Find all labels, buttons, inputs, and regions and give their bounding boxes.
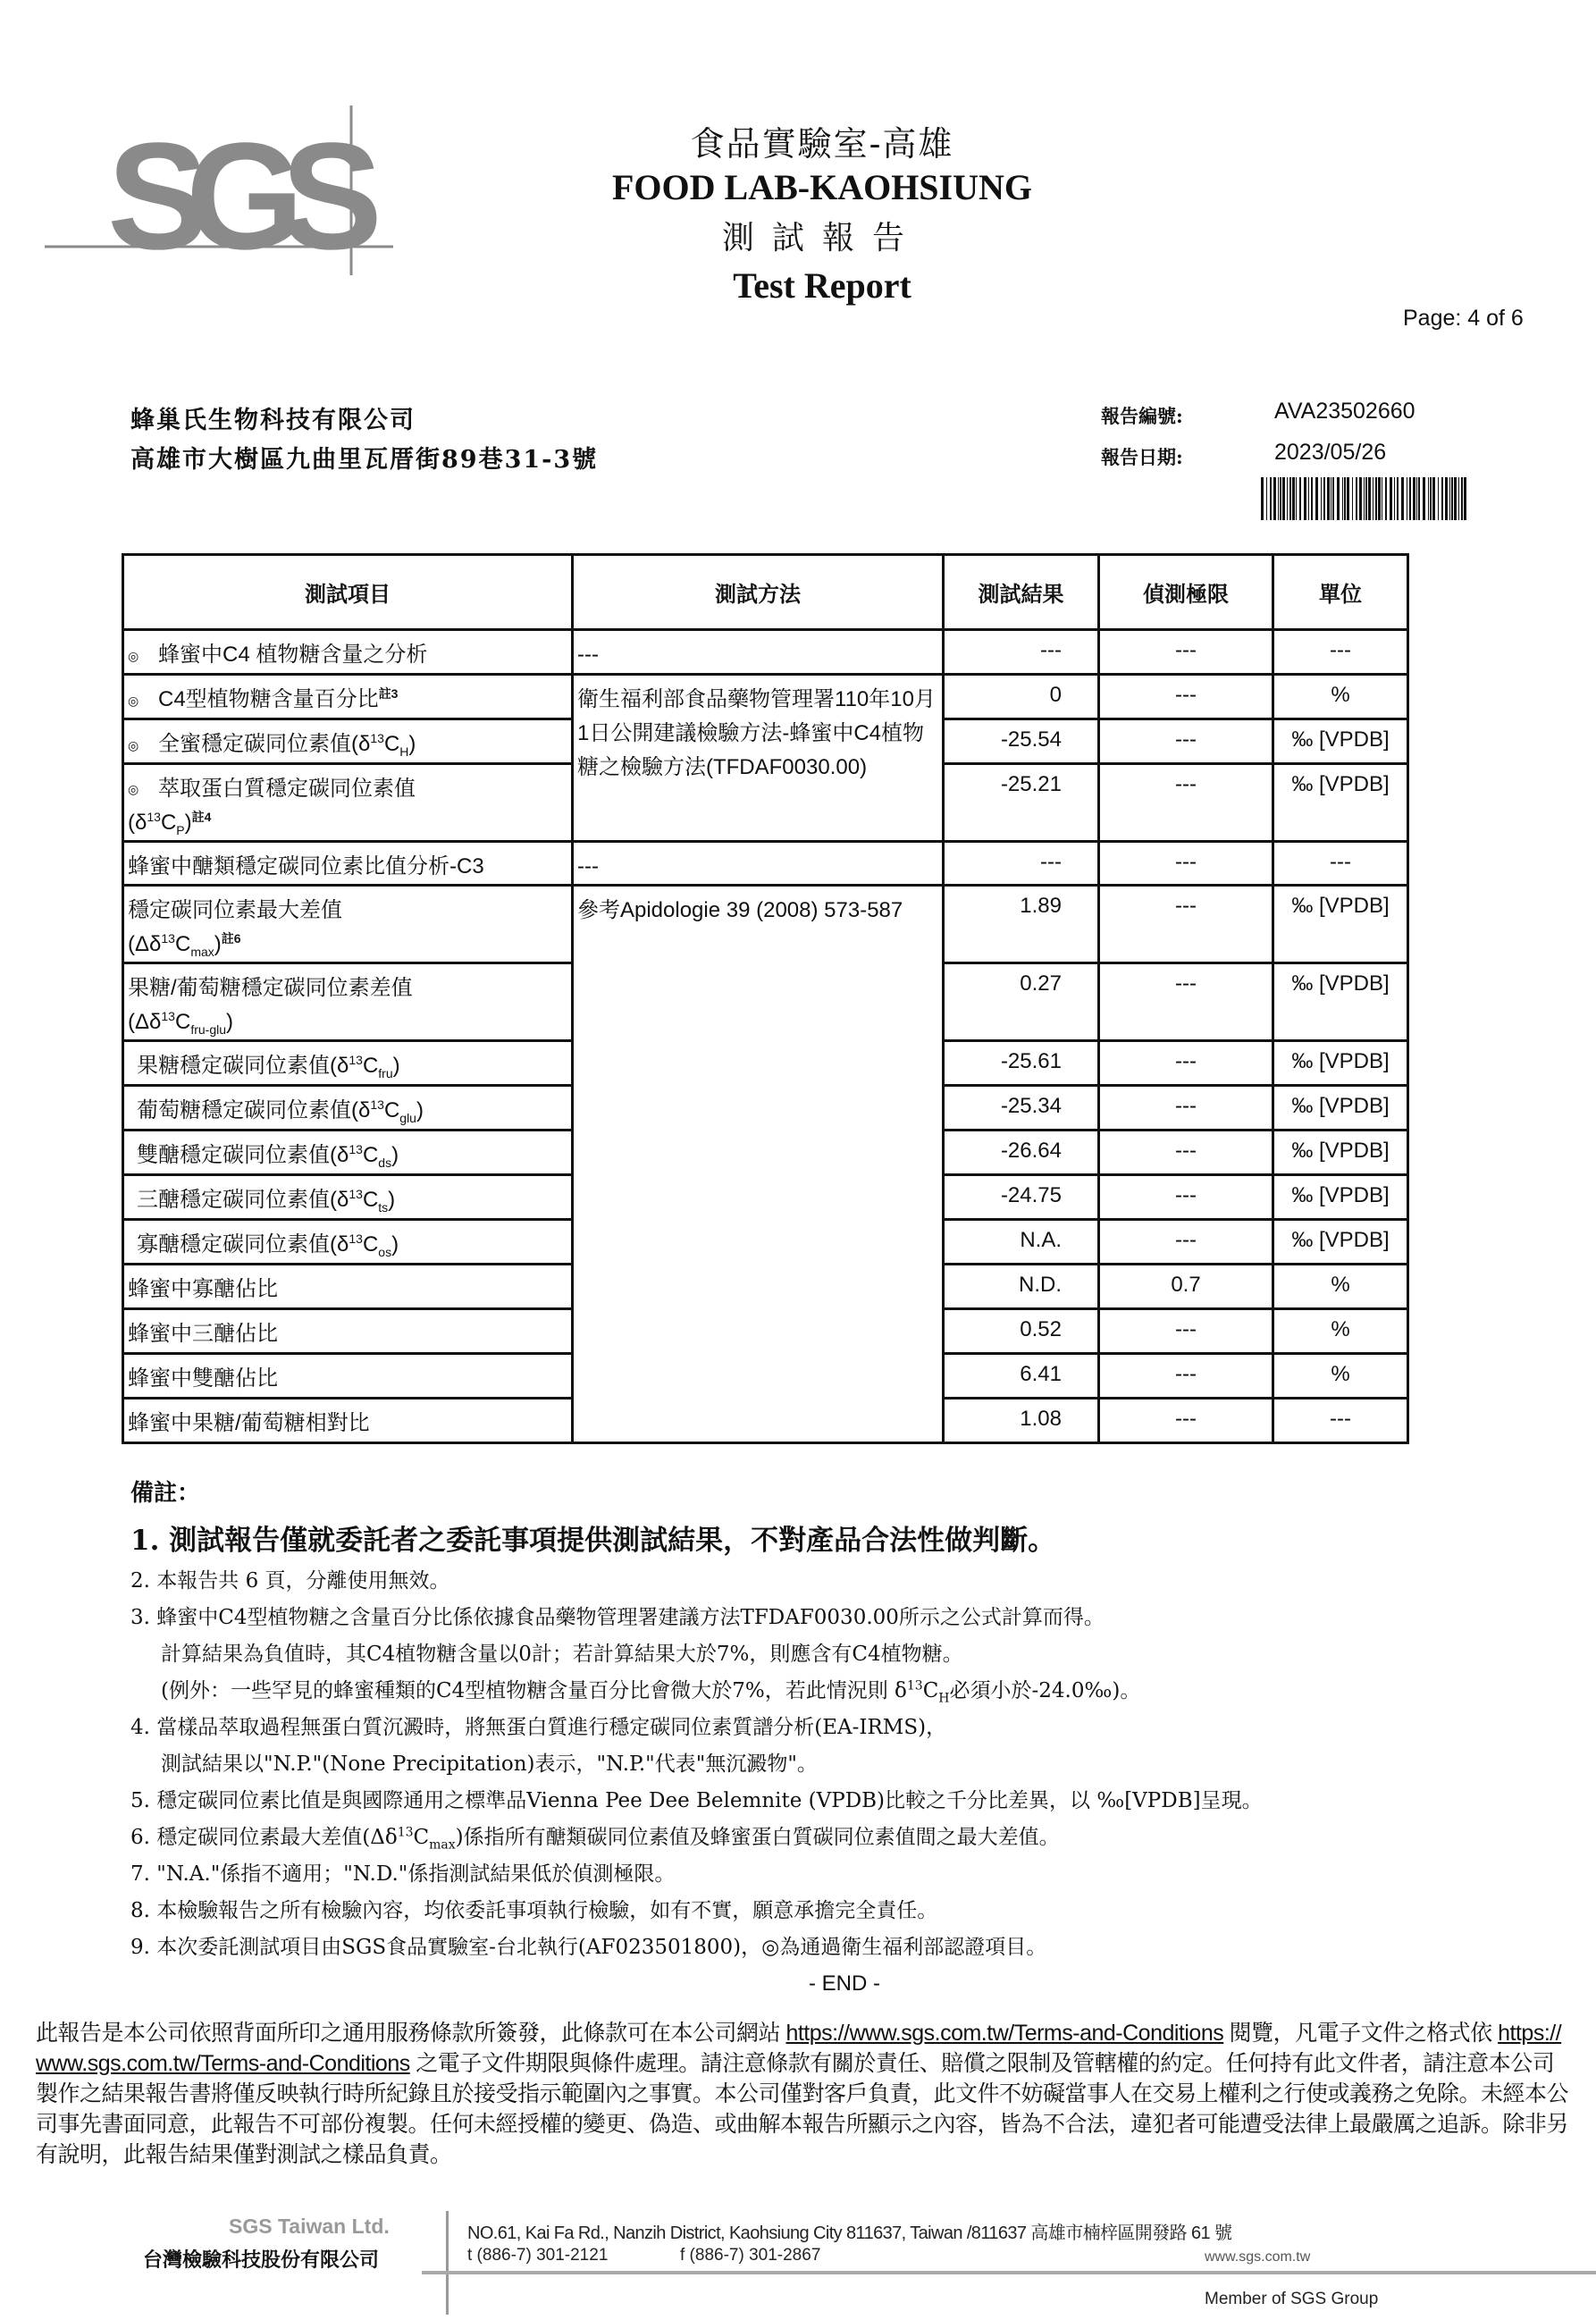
terms-link[interactable]: https://www.sgs.com.tw/Terms-and-Conditions [785,2021,1224,2046]
remark-line [130,1600,1263,1636]
test-result: -25.34 [944,1086,1099,1131]
table-row [123,630,1408,675]
formula-superscript: 13 [397,1825,414,1840]
barcode-bar [1347,477,1349,520]
test-item-name: 穩定碳同位素最大差值 [128,898,342,923]
formula-superscript: 13 [161,931,175,946]
test-item-name: 寡醣穩定碳同位素值 [137,1232,330,1257]
formula-prefix: (δ [128,811,147,836]
barcode-bar [1278,477,1279,520]
footer-rule [422,2271,1596,2274]
formula-prefix: (δ [330,1054,349,1079]
barcode-bar [1282,477,1285,520]
test-result: --- [944,842,1099,886]
remark-text: (例外：一些罕見的蜂蜜種類的C4型植物糖含量百分比會微大於7%，若此情況則 δ [161,1679,907,1702]
barcode-bar [1461,477,1463,520]
detection-limit: --- [1099,630,1273,675]
isotope-formula [351,731,416,759]
barcode-bar [1413,477,1415,520]
test-method: --- [573,842,944,886]
test-result: 6.41 [944,1354,1099,1399]
formula-superscript: 13 [349,1187,363,1202]
formula-subscript: P [176,823,185,838]
detection-limit: --- [1099,719,1273,764]
accreditation-mark-icon: ◎ [128,693,139,708]
barcode-bar [1441,477,1443,520]
formula-base: C [362,1143,379,1168]
table-header-row [123,555,1408,630]
test-item [123,1175,573,1220]
test-item-name: 果糖/葡萄糖穩定碳同位素差值 [128,976,413,1001]
footer-company-zh: 台灣檢驗科技股份有限公司 [143,2249,380,2272]
formula-base: C [413,1826,430,1849]
page-number: Page: 4 of 6 [1403,306,1524,331]
formula-superscript: 13 [161,1009,175,1024]
test-item-name: 蜂蜜中C4 植物糖含量之分析 [158,643,428,667]
table-row [123,886,1408,963]
test-item-name: 蜂蜜中雙醣佔比 [128,1366,278,1391]
detection-limit: --- [1099,1220,1273,1265]
remark-text: 3. 蜂蜜中C4型植物糖之含量百分比係依據食品藥物管理署建議方法TFDAF0030.00所示之公式計算而得。 [130,1606,1105,1629]
unit: ‰ [VPDB] [1273,719,1408,764]
barcode-bar [1311,477,1313,520]
barcode-bar [1364,477,1365,520]
test-item-name: 雙醣穩定碳同位素值 [137,1143,330,1168]
unit: ‰ [VPDB] [1273,1041,1408,1086]
test-result: -25.54 [944,719,1099,764]
detection-limit: --- [1099,842,1273,886]
barcode-bar [1299,477,1301,520]
remark-line [130,1710,1263,1746]
test-item-name: 蜂蜜中醣類穩定碳同位素比值分析-C3 [128,854,484,879]
detection-limit: 0.7 [1099,1265,1273,1309]
report-date: 2023/05/26 [1274,440,1387,465]
formula-base: C [383,1098,400,1123]
formula-subscript: ds [378,1156,392,1171]
test-result: 0 [944,675,1099,719]
test-item [123,1041,573,1086]
remark-line [130,1783,1263,1820]
formula-base: C [174,932,191,957]
formula-suffix: ) [226,1010,233,1035]
detection-limit: --- [1099,1175,1273,1220]
barcode [1261,477,1468,520]
test-item-name: 果糖穩定碳同位素值 [137,1054,330,1079]
report-number: AVA23502660 [1274,399,1415,424]
accreditation-mark-icon: ◎ [128,782,139,797]
formula-subscript: glu [399,1111,416,1126]
isotope-formula [128,931,222,960]
test-result: 0.27 [944,963,1099,1041]
unit: ‰ [VPDB] [1273,1086,1408,1131]
formula-subscript: H [399,744,409,759]
formula-suffix: ) [391,1143,399,1168]
test-item [123,886,573,963]
remark-text: 測試結果以"N.P."(None Precipitation)表示，"N.P."代表"無沉澱物"。 [161,1753,818,1776]
barcode-bar [1352,477,1353,520]
isotope-formula [330,1053,400,1081]
formula-subscript: fru-glu [190,1022,226,1038]
remark-text: 7. "N.A."係指不適用；"N.D."係指測試結果低於偵測極限。 [130,1862,676,1886]
formula-suffix: ) [392,1054,400,1079]
test-result: 0.52 [944,1309,1099,1354]
detection-limit: --- [1099,763,1273,842]
unit: % [1273,675,1408,719]
header-result: 測試結果 [944,555,1099,630]
barcode-bar [1332,477,1334,520]
isotope-formula [330,1142,399,1171]
formula-base: C [362,1188,379,1213]
results-table [122,553,1409,1444]
formula-suffix: ) [388,1188,396,1213]
formula-subscript: max [190,945,214,960]
test-item-name: 蜂蜜中果糖/葡萄糖相對比 [128,1411,370,1436]
footer-tel: t (886-7) 301-2121 [467,2246,609,2265]
formula-prefix: (δ [330,1143,349,1168]
barcode-bar [1296,477,1297,520]
formula-base: C [922,1679,939,1702]
barcode-bar [1292,477,1295,520]
formula-superscript: 13 [370,731,384,745]
barcode-bar [1273,477,1276,520]
formula-base: C [362,1232,379,1257]
footer-member: Member of SGS Group [1205,2290,1379,2308]
barcode-bar [1304,477,1306,520]
barcode-bar [1261,477,1264,520]
test-result: --- [944,630,1099,675]
test-item [123,1399,573,1443]
test-method: --- [573,630,944,675]
formula-superscript: 13 [349,1231,363,1247]
footer-website: www.sgs.com.tw [1205,2249,1311,2265]
barcode-bar [1458,477,1459,520]
formula-prefix: (δ [330,1188,349,1213]
barcode-bar [1359,477,1362,520]
barcode-bar [1428,477,1429,520]
test-result: 1.89 [944,886,1099,963]
header-method: 測試方法 [573,555,944,630]
barcode-bar [1464,477,1466,520]
barcode-bar [1445,477,1448,520]
barcode-bar [1418,477,1420,520]
client-address: 高雄市大樹區九曲里瓦厝街89巷31-3號 [130,446,599,474]
formula-prefix: (δ [351,732,371,756]
formula-prefix: (Δδ [128,932,162,957]
barcode-bar [1378,477,1381,520]
isotope-formula [128,810,192,838]
test-item [123,842,573,886]
formula-superscript: 13 [906,1678,923,1694]
detection-limit: --- [1099,1399,1273,1443]
footnote-ref: 註3 [378,686,399,701]
barcode-bar [1323,477,1325,520]
test-item-name: 萃取蛋白質穩定碳同位素值 [158,776,416,801]
test-item-name: 全蜜穩定碳同位素值 [158,732,351,756]
test-item [123,1086,573,1131]
unit: --- [1273,1399,1408,1443]
unit: ‰ [VPDB] [1273,886,1408,963]
formula-base: C [174,1010,191,1035]
remark-line [130,1563,1263,1600]
isotope-formula [351,1097,424,1126]
test-item [123,763,573,842]
test-result: -24.75 [944,1175,1099,1220]
remark-text: 4. 當樣品萃取過程無蛋白質沉澱時，將無蛋白質進行穩定碳同位素質譜分析(EA-IRMS)， [130,1716,947,1739]
report-date-label: 報告日期: [1101,446,1183,468]
barcode-bar [1430,477,1432,520]
report-number-label: 報告編號: [1101,405,1183,427]
barcode-bar [1394,477,1395,520]
remark-text: 6. 穩定碳同位素最大差值(Δδ [130,1826,398,1849]
formula-subscript: ts [378,1200,389,1215]
unit: ‰ [VPDB] [1273,1131,1408,1175]
unit: --- [1273,630,1408,675]
remark-text: )係指所有醣類碳同位素值及蜂蜜蛋白質碳同位素值間之最大差值。 [455,1826,1060,1849]
header-unit: 單位 [1273,555,1408,630]
barcode-bar [1266,477,1267,520]
formula-suffix: ) [184,811,192,836]
barcode-bar [1451,477,1453,520]
barcode-bar [1315,477,1318,520]
formula-suffix: ) [214,932,222,957]
barcode-bar [1287,477,1288,520]
formula-suffix: ) [408,732,416,756]
formula-prefix: (Δδ [128,1010,162,1035]
table-row [123,675,1408,719]
detection-limit: --- [1099,1309,1273,1354]
barcode-bar [1401,477,1404,520]
test-item-name: 三醣穩定碳同位素值 [137,1188,330,1213]
test-item [123,963,573,1041]
footnote-ref: 註6 [221,931,241,946]
remark-line [130,1820,1263,1856]
footnote-ref: 註4 [191,810,212,825]
barcode-bar [1397,477,1399,520]
detection-limit: --- [1099,675,1273,719]
test-item [123,1309,573,1354]
isotope-formula [330,1187,396,1215]
unit: ‰ [VPDB] [1273,963,1408,1041]
barcode-bar [1409,477,1411,520]
remark-line [130,1893,1263,1929]
test-item-name: 蜂蜜中三醣佔比 [128,1322,278,1347]
test-result: 1.08 [944,1399,1099,1443]
formula-superscript: 13 [370,1097,384,1113]
detection-limit: --- [1099,1086,1273,1131]
test-item [123,630,573,675]
header-limit: 偵測極限 [1099,555,1273,630]
isotope-formula [128,1009,233,1038]
remark-line [130,1746,1263,1783]
detection-limit: --- [1099,1041,1273,1086]
sgs-logo [45,105,393,275]
remarks-title: 備註： [130,1480,201,1507]
barcode-bar [1365,477,1367,520]
test-result: N.D. [944,1265,1099,1309]
barcode-bar [1342,477,1343,520]
unit: % [1273,1309,1408,1354]
formula-prefix: (δ [330,1232,349,1257]
footer-fax: f (886-7) 301-2867 [680,2246,821,2265]
test-item [123,719,573,764]
remark-line [130,1929,1263,1966]
remark-text: 計算結果為負值時，其C4植物糖含量以0計；若計算結果大於7%，則應含有C4植物糖。 [161,1643,963,1666]
barcode-bar [1423,477,1425,520]
barcode-bar [1270,477,1272,520]
formula-base: C [160,811,177,836]
disclaimer-text: 之電子文件期限與條件處理。請注意條款有關於責任、賠償之限制及管轄權的約定。任何持有此文件者，請注意本公司製作之結果報告書將僅反映執行時所紀錄且於接受指示範圍內之事實。本公司僅對客戶負責，此文件不妨礙當事人在交易上權利之行使或義務之免除。未經本公司事先書面同意，此報告不可部份複製。任何未經授權的變更、偽造、或曲解本報告所顯示之內容，皆為不合法，違犯者可能遭受法律上最嚴厲之追訴。除非另有說明，此報告結果僅對測試之樣品負責。 [36,2051,1569,2167]
barcode-bar [1385,477,1387,520]
footer-divider [446,2211,449,2315]
formula-subscript: max [429,1837,456,1853]
remark-line [130,1636,1263,1673]
formula-base: C [383,732,400,756]
disclaimer-text: 此報告是本公司依照背面所印之通用服務條款所簽發，此條款可在本公司網站 [36,2021,786,2046]
detection-limit: --- [1099,1354,1273,1399]
formula-subscript: os [378,1245,392,1260]
barcode-bar [1432,477,1435,520]
unit: % [1273,1354,1408,1399]
formula-superscript: 13 [349,1142,363,1157]
remark-text: 必須小於-24.0‰)。 [949,1679,1141,1702]
remark-line [130,1673,1263,1710]
barcode-bar [1337,477,1340,520]
barcode-bar [1454,477,1457,520]
remark-text: 1. 測試報告僅就委託者之委託事項提供測試結果，不對產品合法性做判斷。 [130,1525,1056,1557]
barcode-bar [1368,477,1371,520]
formula-superscript: 13 [349,1053,363,1068]
detection-limit: --- [1099,963,1273,1041]
lab-name-zh: 食品實驗室-高雄 [690,124,954,164]
remark-text: 8. 本檢驗報告之所有檢驗內容，均依委託事項執行檢驗，如有不實，願意承擔完全責任。 [130,1899,938,1922]
unit: ‰ [VPDB] [1273,763,1408,842]
remark-text: 5. 穩定碳同位素比值是與國際通用之標準品Vienna Pee Dee Belemnite (VPDB)比較之千分比差異，以 ‰[VPDB]呈現。 [130,1789,1263,1812]
formula-suffix: ) [391,1232,399,1257]
footer-address: NO.61, Kai Fa Rd., Nanzih District, Kaohsiung City 811637, Taiwan /811637 高雄市楠梓區開發路 61 號 [467,2223,1232,2243]
barcode-bar [1375,477,1377,520]
barcode-bar [1356,477,1357,520]
disclaimer [36,2018,1573,2170]
lab-name-en: FOOD LAB-KAOHSIUNG [611,167,1033,207]
unit: % [1273,1265,1408,1309]
svg-text:SGS: SGS [107,112,375,275]
formula-suffix: ) [416,1098,424,1123]
remarks [130,1475,1263,1966]
remark-line [130,1518,1263,1563]
remark-text: 9. 本次委託測試項目由SGS食品實驗室-台北執行(AF023501800)，◎為通過衛生福利部認證項目。 [130,1936,1047,1959]
disclaimer-text: 閱覽，凡電子文件之格式依 [1223,2021,1499,2046]
isotope-formula [330,1231,399,1260]
test-item [123,1131,573,1175]
formula-base: C [362,1054,379,1079]
barcode-bar [1280,477,1281,520]
report-title-en: Test Report [733,265,911,306]
detection-limit: --- [1099,1131,1273,1175]
formula-subscript: fru [378,1066,393,1081]
barcode-bar [1390,477,1392,520]
barcode-bar [1344,477,1346,520]
test-item [123,1265,573,1309]
barcode-bar [1327,477,1330,520]
table-row [123,842,1408,886]
test-result: -25.21 [944,763,1099,842]
test-method: 衛生福利部食品藥物管理署110年10月1日公開建議檢驗方法-蜂蜜中C4植物糖之檢驗方法(TFDAF0030.00) [573,675,944,842]
remark-text: 2. 本報告共 6 頁，分離使用無效。 [130,1569,450,1593]
client-name: 蜂巢氏生物科技有限公司 [130,407,416,434]
unit: --- [1273,842,1408,886]
unit: ‰ [VPDB] [1273,1175,1408,1220]
barcode-bar [1289,477,1291,520]
barcode-bar [1438,477,1439,520]
formula-prefix: (δ [351,1098,371,1123]
terms-link[interactable]: https://www.sgs.com.tw/Terms-and-Conditions [36,2021,1562,2076]
barcode-bar [1308,477,1309,520]
test-result: N.A. [944,1220,1099,1265]
formula-superscript: 13 [147,810,161,825]
test-item-name: 葡萄糖穩定碳同位素值 [137,1098,351,1123]
test-item-name: 蜂蜜中寡醣佔比 [128,1277,278,1302]
header-item: 測試項目 [123,555,573,630]
barcode-bar [1416,477,1417,520]
detection-limit: --- [1099,886,1273,963]
report-title-zh: 測試報告 [721,220,922,256]
test-result: -26.64 [944,1131,1099,1175]
barcode-bar [1449,477,1450,520]
test-item [123,1354,573,1399]
test-item-name: C4型植物糖含量百分比 [158,687,379,711]
remark-line [130,1856,1263,1893]
barcode-bar [1321,477,1322,520]
test-method: 參考Apidologie 39 (2008) 573-587 [573,886,944,1443]
accreditation-mark-icon: ◎ [128,648,139,663]
footer-company-en: SGS Taiwan Ltd. [229,2215,390,2238]
test-item [123,675,573,719]
unit: ‰ [VPDB] [1273,1220,1408,1265]
formula-subscript: H [938,1691,950,1706]
accreditation-mark-icon: ◎ [128,737,139,752]
end-marker: - END - [809,1971,880,1996]
test-result: -25.61 [944,1041,1099,1086]
test-item [123,1220,573,1265]
